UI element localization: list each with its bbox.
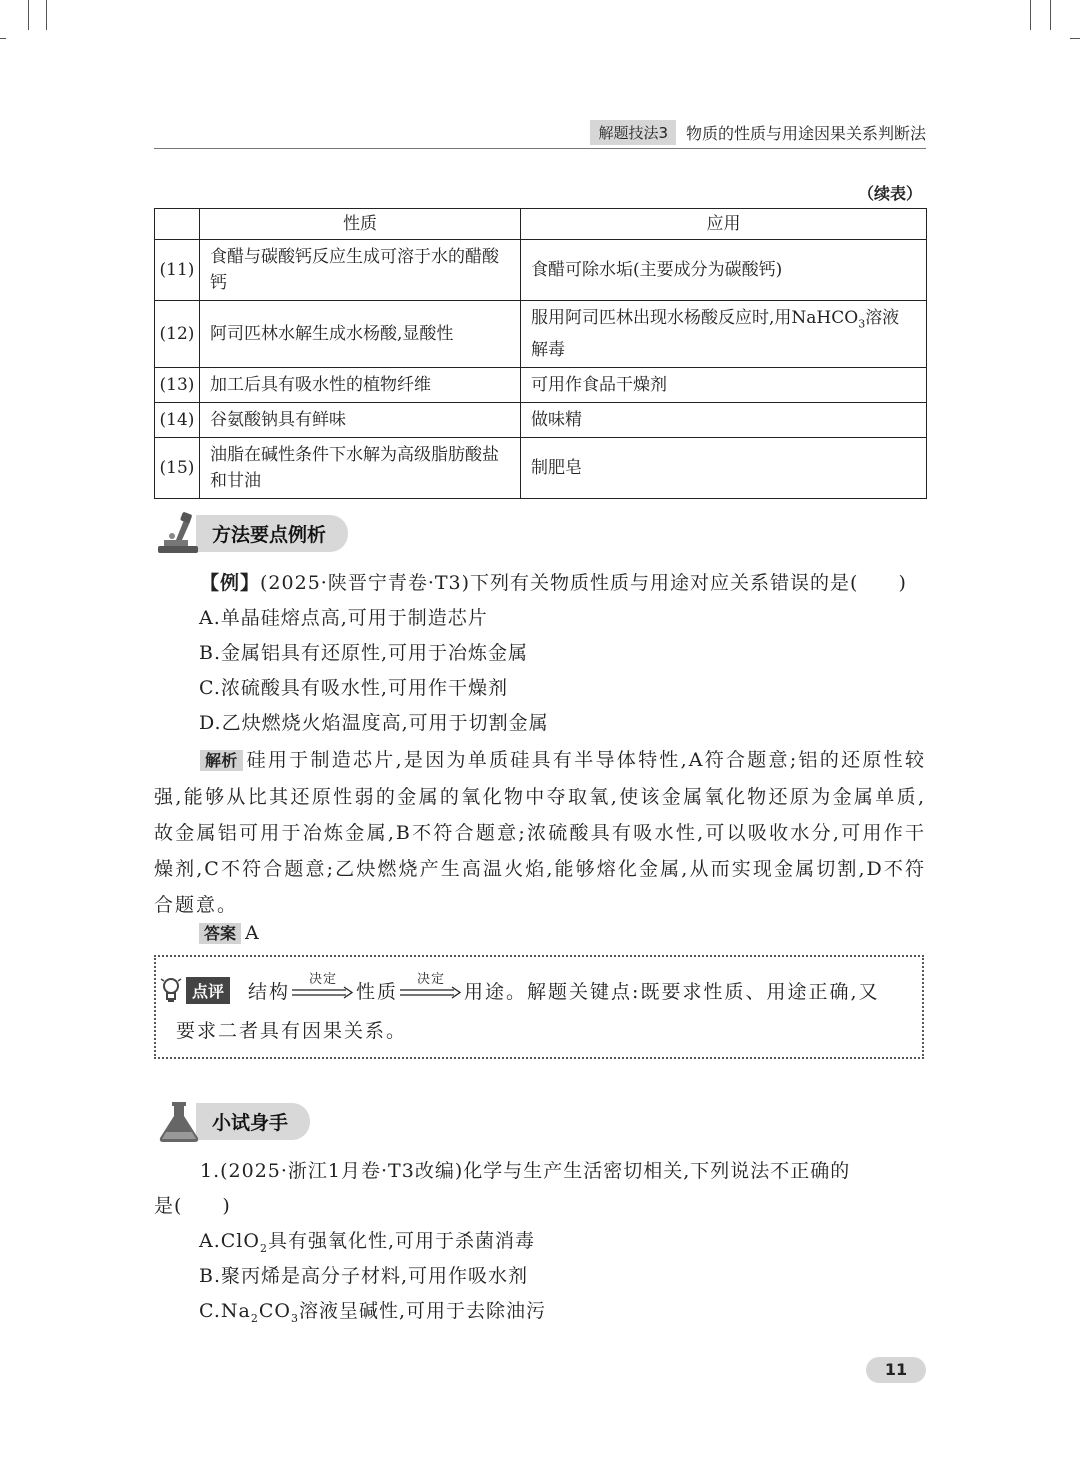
flask-icon (154, 1098, 204, 1144)
answer-label: 答案 (199, 923, 241, 944)
subscript: 3 (290, 1311, 299, 1325)
row-application: 制肥皂 (521, 438, 927, 499)
option-text: C.Na (199, 1300, 251, 1322)
row-index: (11) (155, 240, 200, 301)
example-label: 【例】 (200, 572, 261, 594)
table-row (155, 240, 927, 301)
question-1-line-1: 1.(2025·浙江1月卷·T3改编)化学与生产生活密切相关,下列说法不正确的 (200, 1160, 851, 1182)
comment-word-structure: 结构 (248, 980, 291, 1003)
option-text: A.ClO (199, 1230, 260, 1252)
header-tag: 解题技法3 (590, 120, 676, 145)
header-rule (154, 148, 926, 149)
comment-label: 点评 (186, 977, 230, 1004)
row-index: (14) (155, 403, 200, 438)
method-section-heading (154, 510, 348, 556)
row-application: 可用作食品干燥剂 (521, 368, 927, 403)
question-1-option-b: B.聚丙烯是高分子材料,可用作吸水剂 (199, 1265, 529, 1287)
arrow-determine (400, 972, 462, 1008)
row-property: 加工后具有吸水性的植物纤维 (200, 368, 521, 403)
analysis-label: 解析 (200, 750, 243, 771)
header-title: 物质的性质与用途因果关系判断法 (685, 123, 926, 143)
arrow-determine (292, 972, 354, 1008)
table-row (155, 301, 927, 368)
crop-mark (1030, 0, 1031, 30)
row-application (521, 301, 927, 368)
page-number: 11 (866, 1357, 926, 1383)
row-application: 做味精 (521, 403, 927, 438)
crop-mark (28, 0, 29, 30)
comment-word-property: 性质 (356, 980, 399, 1003)
row-property: 谷氨酸钠具有鲜味 (200, 403, 521, 438)
analysis-text: 硅用于制造芯片,是因为单质硅具有半导体特性,A符合题意;铝的还原性较强,能够从比其还原性弱的金属的氧化物中夺取氧,使该金属氧化物还原为金属单质,故金属铝可用于冶炼金属,B不符合题意;浓硫酸具有吸水性,可以吸收水分,可用作干燥剂,C不符合题意;乙炔燃烧产生高温火焰,能够熔化金属,从而实现金属切割,D不符合题意。 (154, 749, 926, 916)
row-application-text: 服用阿司匹林出现水杨酸反应时,用NaHCO (531, 308, 859, 328)
row-property: 阿司匹林水解生成水杨酸,显酸性 (200, 301, 521, 368)
row-application: 食醋可除水垢(主要成分为碳酸钙) (521, 240, 927, 301)
table-header-row (155, 209, 927, 240)
comment-line-2: 要求二者具有因果关系。 (176, 1020, 408, 1042)
option-text: 具有强氧化性,可用于杀菌消毒 (267, 1230, 535, 1252)
row-application-text: 溶液解毒 (531, 308, 900, 361)
example-question (154, 566, 926, 601)
option-text: CO (258, 1300, 291, 1322)
microscope-icon (154, 510, 204, 556)
table-header-application: 应用 (521, 209, 927, 240)
answer-value: A (245, 922, 260, 944)
subscript: 3 (858, 317, 866, 331)
option-a: A.单晶硅熔点高,可用于制造芯片 (199, 607, 488, 629)
option-d: D.乙炔燃烧火焰温度高,可用于切割金属 (199, 712, 549, 734)
row-property: 油脂在碱性条件下水解为高级脂肪酸盐和甘油 (200, 438, 521, 499)
comment-rest: 用途。解题关键点:既要求性质、用途正确,又 (464, 980, 880, 1003)
table-continued-label: （续表） (857, 184, 922, 203)
option-b: B.金属铝具有还原性,可用于冶炼金属 (199, 642, 529, 664)
table-header-blank (155, 209, 200, 240)
arrow-label: 决定 (417, 972, 446, 987)
crop-mark (1070, 38, 1080, 39)
table-row (155, 403, 927, 438)
row-property: 食醋与碳酸钙反应生成可溶于水的醋酸钙 (200, 240, 521, 301)
subscript: 2 (259, 1241, 268, 1255)
method-section-title: 方法要点例析 (196, 515, 348, 552)
practice-section-title: 小试身手 (196, 1103, 310, 1140)
running-header (590, 118, 926, 146)
double-arrow-icon (400, 986, 462, 1000)
lightbulb-icon (160, 976, 182, 1004)
example-text: (2025·陕晋宁青卷·T3)下列有关物质性质与用途对应关系错误的是( ) (260, 572, 907, 594)
row-index: (15) (155, 438, 200, 499)
question-1-option-c (199, 1294, 546, 1336)
arrow-label: 决定 (309, 972, 338, 987)
crop-mark (0, 38, 6, 39)
crop-mark (1050, 0, 1051, 30)
row-index: (12) (155, 301, 200, 368)
option-c: C.浓硫酸具有吸水性,可用作干燥剂 (199, 677, 508, 699)
comment-line (160, 972, 880, 1008)
crop-mark (46, 0, 47, 30)
double-arrow-icon (292, 986, 354, 1000)
question-1-line-2: 是( ) (154, 1195, 231, 1217)
table-row (155, 438, 927, 499)
table-row (155, 368, 927, 403)
answer-line (199, 916, 260, 951)
option-text: 溶液呈碱性,可用于去除油污 (298, 1300, 547, 1322)
row-index: (13) (155, 368, 200, 403)
property-application-table (154, 208, 927, 499)
table-header-property: 性质 (200, 209, 521, 240)
analysis-paragraph (154, 742, 926, 923)
subscript: 2 (250, 1311, 259, 1325)
practice-section-heading (154, 1098, 310, 1144)
